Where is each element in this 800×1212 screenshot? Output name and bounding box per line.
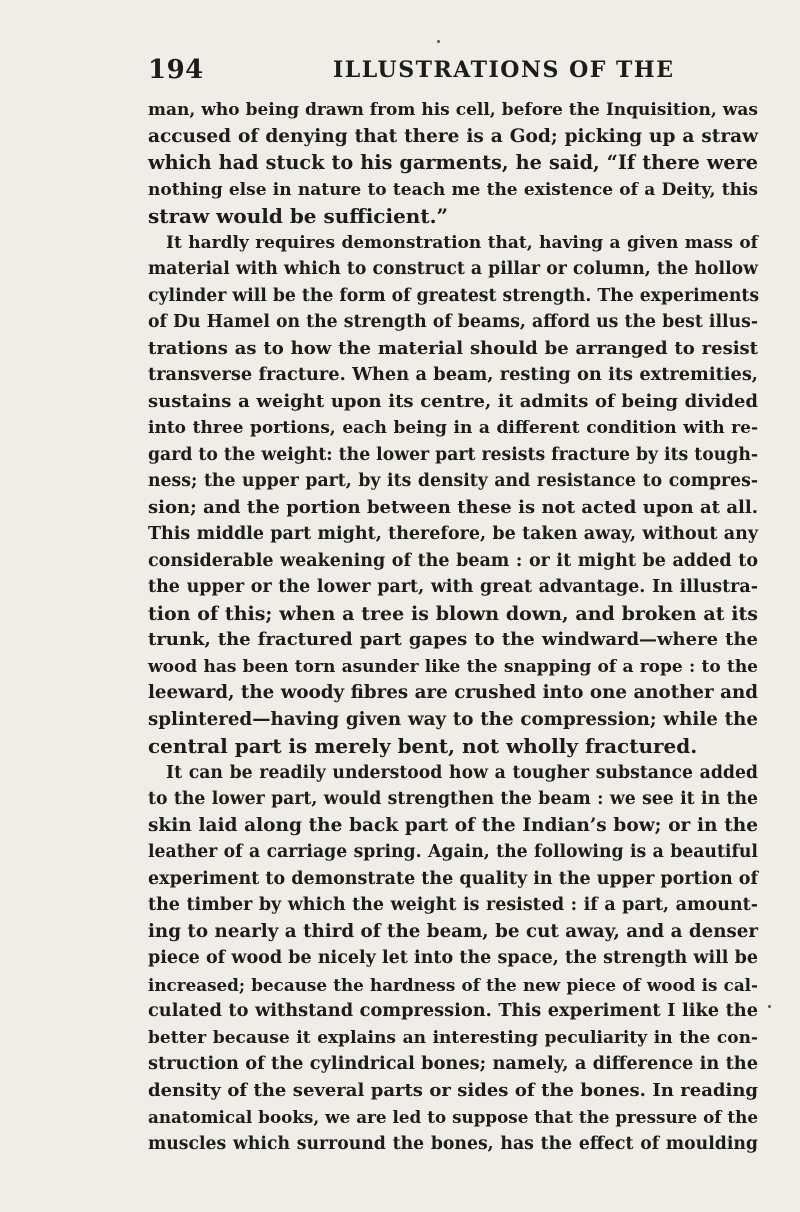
margin-speck-right bbox=[768, 1005, 771, 1008]
text-line: accused of denying that there is a God; picking up a straw bbox=[148, 125, 758, 147]
text-line: sion; and the portion between these is not acted upon at all. bbox=[148, 496, 758, 518]
text-line: wood has been torn asunder like the snapping of a rope : to the bbox=[148, 656, 758, 677]
page-number: 194 bbox=[148, 55, 204, 85]
text-line: material with which to construct a pillar or column, the hollow bbox=[148, 259, 758, 279]
text-line: cylinder will be the form of greatest strength. The experiments bbox=[148, 285, 760, 306]
text-line: man, who being drawn from his cell, before the Inquisition, was bbox=[148, 100, 758, 120]
text-line: anatomical books, we are led to suppose that the pressure of the bbox=[148, 1107, 758, 1127]
text-line: increased; because the hardness of the new piece of wood is cal- bbox=[148, 974, 758, 995]
text-line: sustains a weight upon its centre, it admits of being divided bbox=[148, 390, 758, 412]
text-line: considerable weakening of the beam : or it might be added to bbox=[148, 550, 758, 571]
text-line: central part is merely bent, not wholly fractured. bbox=[148, 734, 698, 758]
page-header bbox=[148, 55, 758, 89]
text-line: gard to the weight: the lower part resists fracture by its tough- bbox=[148, 444, 759, 465]
text-line: better because it explains an interesting peculiarity in the con- bbox=[148, 1027, 758, 1048]
text-line: piece of wood be nicely let into the space, the strength will be bbox=[148, 948, 758, 968]
text-line: struction of the cylindrical bones; namely, a difference in the bbox=[148, 1053, 758, 1074]
text-line: experiment to demonstrate the quality in the upper portion of bbox=[148, 868, 758, 889]
text-line: leeward, the woody fibres are crushed into one another and bbox=[148, 682, 758, 703]
text-line: ing to nearly a third of the beam, be cut away, and a denser bbox=[148, 920, 758, 942]
text-line: splintered—having given way to the compression; while the bbox=[148, 708, 758, 730]
text-line: muscles which surround the bones, has the effect of moulding bbox=[148, 1133, 758, 1154]
text-line: transverse fracture. When a beam, resting on its extremities, bbox=[148, 364, 758, 385]
running-head: ILLUSTRATIONS OF THE bbox=[333, 57, 675, 83]
text-line: It hardly requires demonstration that, having a given mass of bbox=[166, 232, 758, 253]
text-line: nothing else in nature to teach me the existence of a Deity, this bbox=[148, 179, 758, 200]
margin-speck-top bbox=[437, 40, 440, 43]
text-line: density of the several parts or sides of the bones. In reading bbox=[148, 1079, 758, 1101]
text-line: the upper or the lower part, with great advantage. In illustra- bbox=[148, 577, 758, 597]
text-line: of Du Hamel on the strength of beams, afford us the best illus- bbox=[148, 312, 758, 332]
text-line: the timber by which the weight is resisted : if a part, amount- bbox=[148, 895, 758, 915]
text-line: into three portions, each being in a different condition with re- bbox=[148, 418, 758, 438]
text-line: leather of a carriage spring. Again, the following is a beautiful bbox=[148, 842, 758, 862]
text-line: skin laid along the back part of the Indian’s bow; or in the bbox=[148, 814, 758, 836]
body-text bbox=[148, 97, 758, 1157]
text-line: trations as to how the material should be arranged to resist bbox=[148, 337, 758, 359]
text-line: culated to withstand compression. This experiment I like the bbox=[148, 1000, 758, 1021]
text-line: straw would be sufficient.” bbox=[148, 204, 449, 228]
text-line: This middle part might, therefore, be taken away, without any bbox=[148, 524, 758, 544]
text-line: to the lower part, would strengthen the beam : we see it in the bbox=[148, 789, 758, 809]
text-line: which had stuck to his garments, he said, “If there were bbox=[148, 151, 758, 174]
text-line: ness; the upper part, by its density and resistance to compres- bbox=[148, 471, 758, 491]
text-line: tion of this; when a tree is blown down, and broken at its bbox=[148, 602, 758, 625]
text-line: trunk, the fractured part gapes to the windward—where the bbox=[148, 629, 758, 650]
text-line: It can be readily understood how a tougher substance added bbox=[166, 762, 758, 783]
